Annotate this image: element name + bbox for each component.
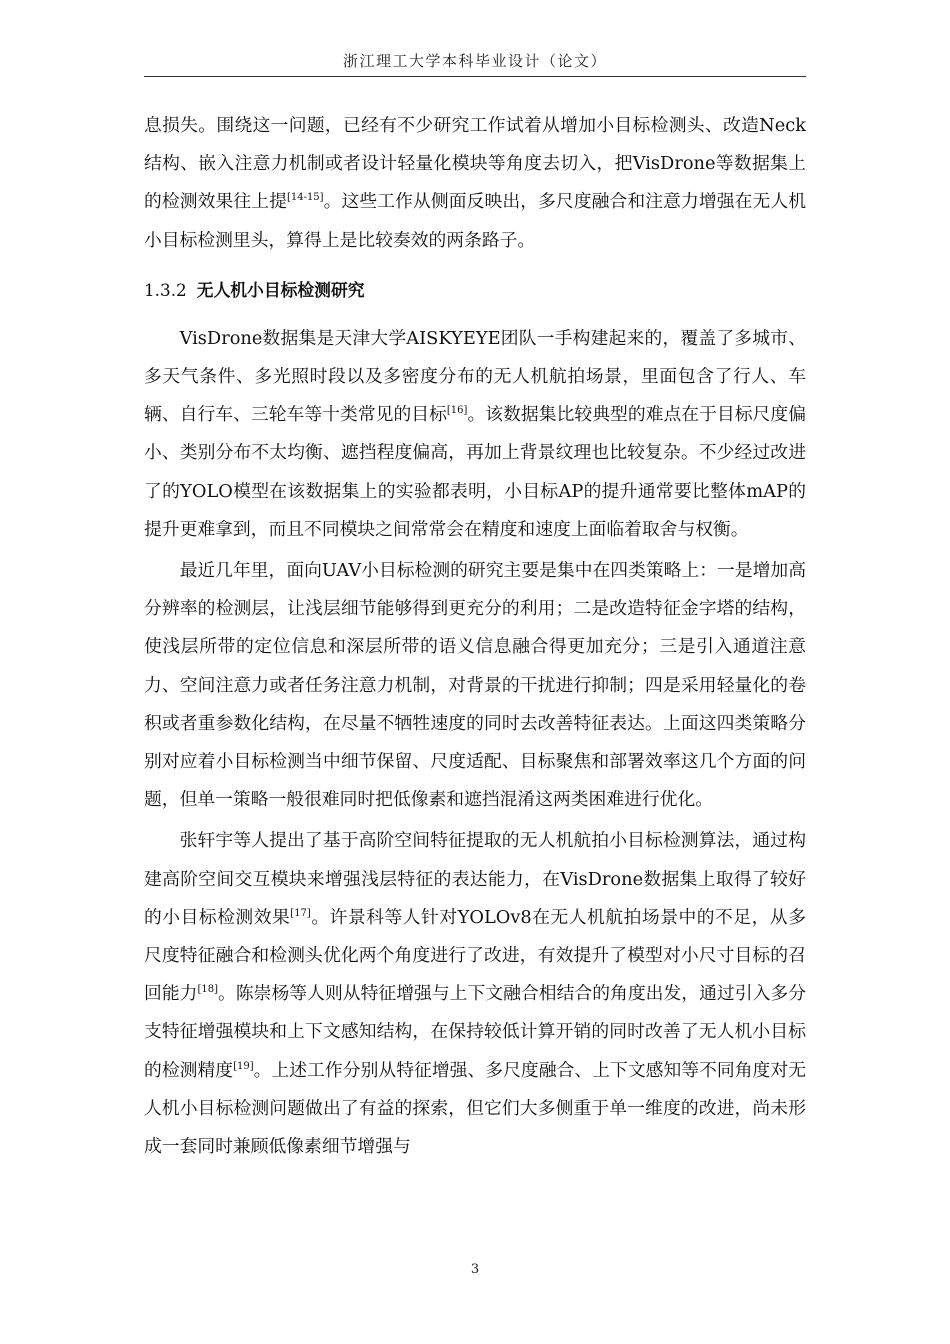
paragraph-related-work <box>144 822 806 1166</box>
citation: [16] <box>446 405 468 417</box>
main-content <box>144 107 806 1166</box>
page-number: 3 <box>470 1262 480 1277</box>
paragraph-text: 。上述工作分别从特征增强、多尺度融合、上下文感知等不同角度对无人机小目标检测问题做出了有益的探索，但它们大多侧重于单一维度的改进，尚未形成一套同时兼顾低像素细节增强与 <box>144 1059 806 1158</box>
paragraph-visdrone <box>144 320 806 549</box>
section-heading <box>144 276 806 304</box>
citation: [18] <box>197 984 218 996</box>
section-title: 无人机小目标检测研究 <box>196 279 365 300</box>
paragraph-text: 。陈崇杨等人则从特征增强与上下文融合相结合的角度出发，通过引入多分支特征增强模块和上下文感知结构，在保持较低计算开销的同时改善了无人机小目标的检测精度 <box>144 983 806 1081</box>
section-number: 1.3.2 <box>144 279 187 300</box>
paragraph-text: 张轩宇等人提出了基于高阶空间特征提取的无人机航拍小目标检测算法，通过构建高阶空间交互模块来增强浅层特征的表达能力，在VisDrone数据集上取得了较好的小目标检测效果 <box>144 830 806 928</box>
paragraph-text: 。该数据集比较典型的难点在于目标尺度偏小、类别分布不太均衡、遮挡程度偏高，再加上背景纹理也比较复杂。不少经过改进了的YOLO模型在该数据集上的实验都表明，小目标AP的提升通常要比整体mAP的提升更难拿到，而且不同模块之间常常会在精度和速度上面临着取舍与权衡。 <box>144 404 806 540</box>
header-rule <box>144 76 806 77</box>
paragraph-continuation <box>144 107 806 260</box>
citation: [14-15] <box>286 192 324 204</box>
paragraph-strategies: 最近几年里，面向UAV小目标检测的研究主要是集中在四类策略上：一是增加高分辨率的检测层，让浅层细节能够得到更充分的利用；二是改造特征金字塔的结构，使浅层所带的定位信息和深层所带的语义信息融合得更加充分；三是引入通道注意力、空间注意力或者任务注意力机制，对背景的干扰进行抑制；四是采用轻量化的卷积或者重参数化结构，在尽量不牺牲速度的同时去改善特征表达。上面这四类策略分别对应着小目标检测当中细节保留、尺度适配、目标聚焦和部署效率这几个方面的问题，但单一策略一般很难同时把低像素和遮挡混淆这两类困难进行优化。 <box>144 560 806 811</box>
paragraph-text: 。这些工作从侧面反映出，多尺度融合和注意力增强在无人机小目标检测里头，算得上是比较奏效的两条路子。 <box>144 191 806 251</box>
paragraph-text: 。许景科等人针对YOLOv8在无人机航拍场景中的不足，从多尺度特征融合和检测头优化两个角度进行了改进，有效提升了模型对小尺寸目标的召回能力 <box>144 906 806 1005</box>
running-header: 浙江理工大学本科毕业设计（论文） <box>342 52 607 70</box>
citation: [19] <box>233 1060 254 1072</box>
paragraph-text: VisDrone数据集是天津大学AISKYEYE团队一手构建起来的，覆盖了多城市、多天气条件、多光照时段以及多密度分布的无人机航拍场景，里面包含了行人、车辆、自行车、三轮车等十类常见的目标 <box>144 327 806 426</box>
citation: [17] <box>290 907 311 919</box>
paragraph-text: 息损失。围绕这一问题，已经有不少研究工作试着从增加小目标检测头、改造Neck结构、嵌入注意力机制或者设计轻量化模块等角度去切入，把VisDrone等数据集上的检测效果往上提 <box>144 115 806 213</box>
